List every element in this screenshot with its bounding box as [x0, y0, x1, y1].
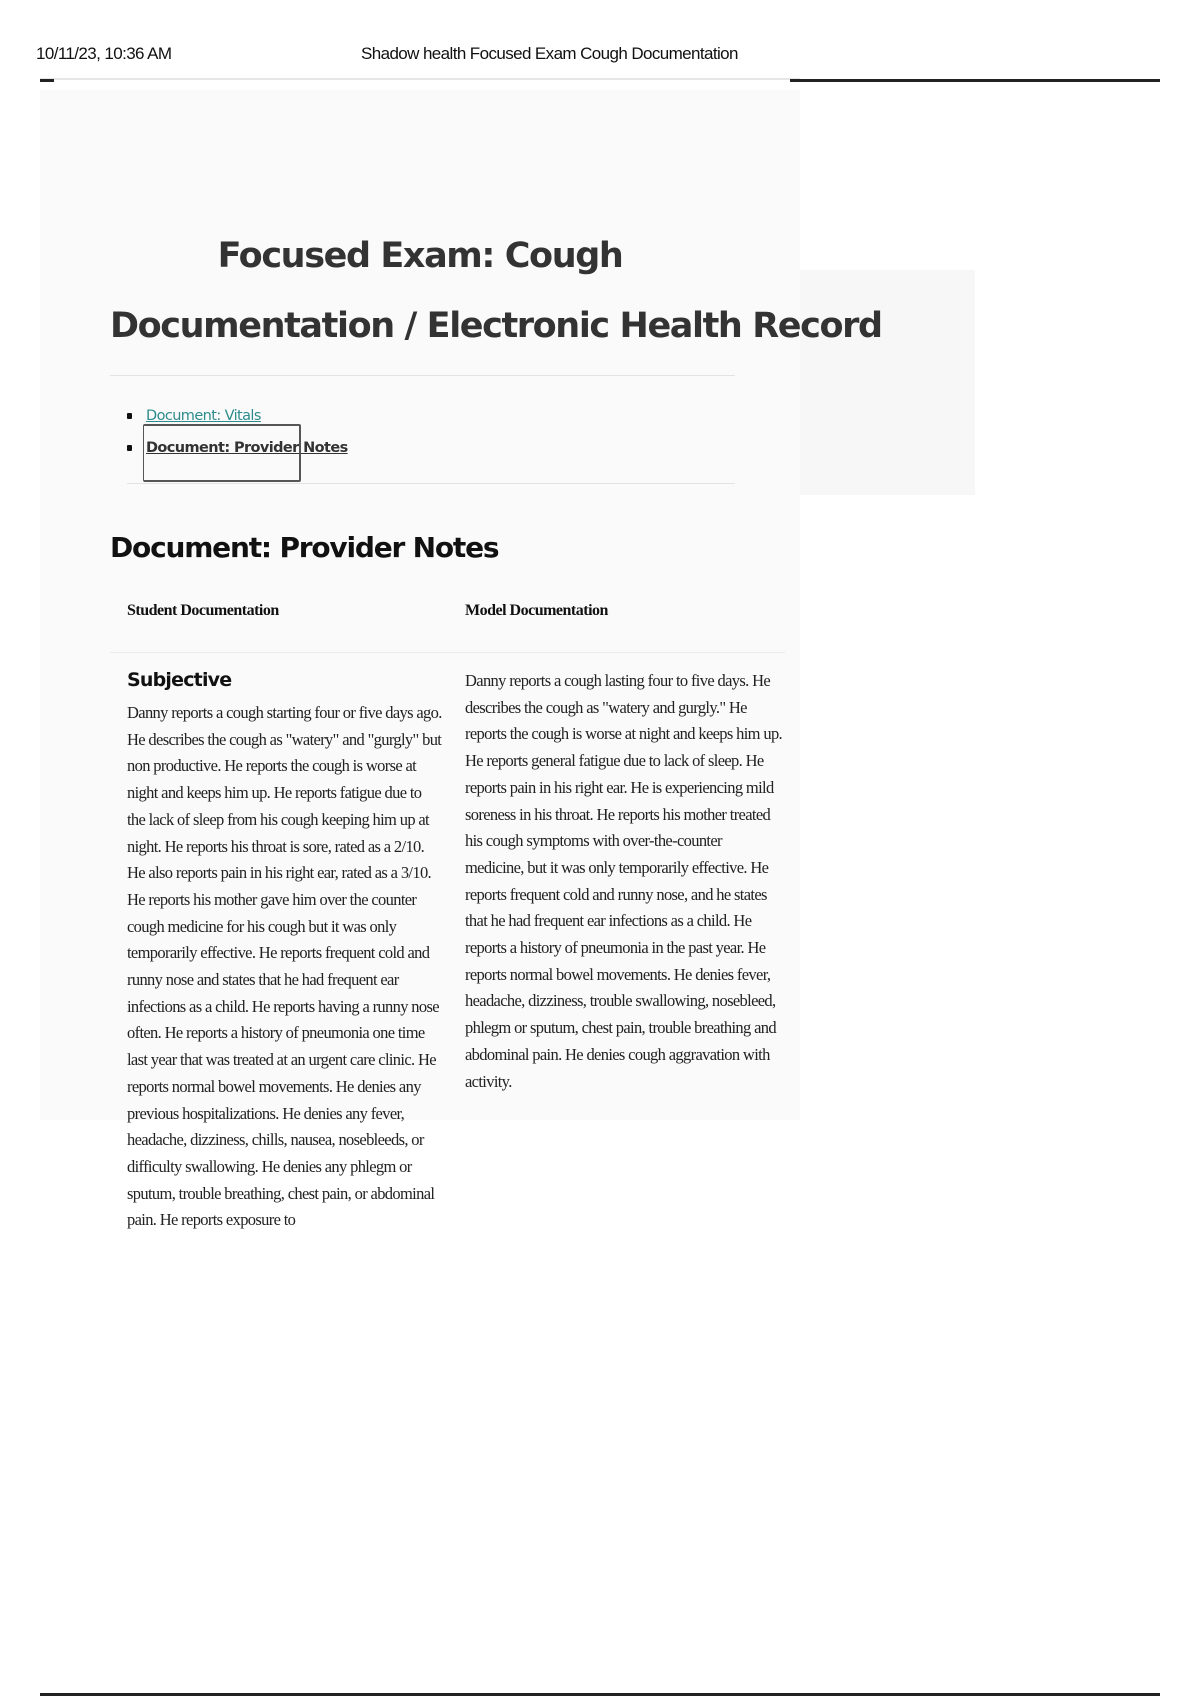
header-divider-mark	[40, 79, 54, 82]
title-divider	[110, 375, 735, 376]
section-title-provider-notes: Document: Provider Notes	[110, 531, 499, 564]
nav-link-vitals[interactable]: Document: Vitals	[146, 408, 261, 424]
print-page-title: Shadow health Focused Exam Cough Documentation	[361, 44, 738, 63]
nav-link-provider-notes[interactable]: Document: Provider Notes	[146, 440, 348, 456]
ehr-title: Documentation / Electronic Health Record	[110, 306, 882, 346]
exam-title: Focused Exam: Cough	[217, 236, 623, 276]
table-header-divider	[110, 652, 785, 653]
subjective-heading: Subjective	[127, 669, 232, 691]
column-header-student: Student Documentation	[127, 602, 279, 619]
side-panel	[800, 270, 975, 495]
header-divider-dark	[790, 79, 1160, 82]
column-header-model: Model Documentation	[465, 602, 608, 619]
model-subjective-text: Danny reports a cough lasting four to five days. He describes the cough as "watery and gurgly." He reports the cough is worse at night and keeps him up. He reports general fatigue due to lack of sleep. He reports pain in his right ear. He is experiencing mild soreness in his throat. He reports his mother treated his cough symptoms with over-the-counter medicine, but it was only temporarily effective. He reports frequent cold and runny nose, and he states that he had frequent ear infections as a child. He reports a history of pneumonia in the past year. He reports normal bowel movements. He denies fever, headache, dizziness, trouble swallowing, nosebleed, phlegm or sputum, chest pain, trouble breathing and abdominal pain. He denies cough aggravation with activity.	[465, 671, 783, 1091]
print-header	[36, 36, 1164, 66]
nav-focus-ring	[143, 424, 301, 482]
nav-divider	[127, 483, 735, 484]
header-divider	[40, 78, 800, 80]
footer-divider	[40, 1693, 1160, 1696]
print-timestamp: 10/11/23, 10:36 AM	[36, 44, 172, 63]
student-subjective-text: Danny reports a cough starting four or five days ago. He describes the cough as "watery" and "gurgly" but non productive. He reports the cough is worse at night and keeps him up. He reports fatigue due to the lack of sleep from his cough keeping him up at night. He reports his throat is sore, rated as a 2/10. He also reports pain in his right ear, rated as a 3/10. He reports his mother gave him over the counter cough medicine for his cough but it was only temporarily effective. He reports frequent cold and runny nose and states that he had frequent ear infections as a child. He reports having a runny nose often. He reports a history of pneumonia one time last year that was treated at an urgent care clinic. He reports normal bowel movements. He denies any previous hospitalizations. He denies any fever, headache, dizziness, chills, nausea, nosebleeds, or difficulty swallowing. He denies any phlegm or sputum, trouble breathing, chest pain, or abdominal pain. He reports exposure to	[127, 703, 442, 1230]
